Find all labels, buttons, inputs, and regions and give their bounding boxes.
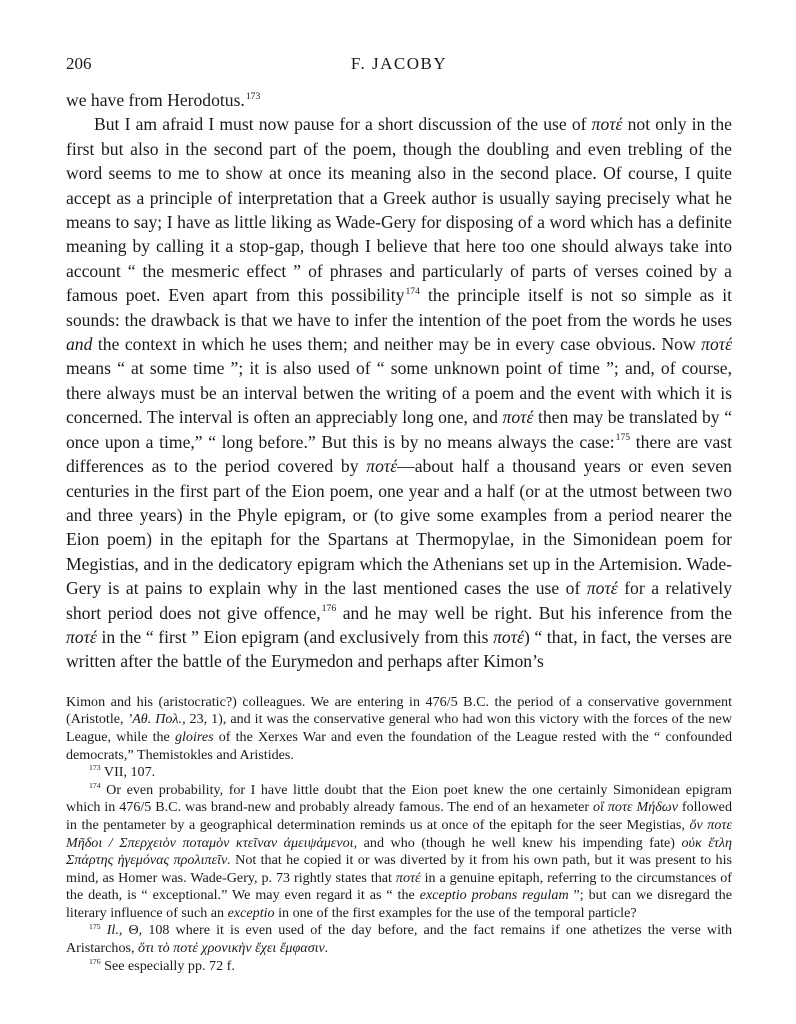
footnote-number: 176 — [89, 956, 101, 966]
text-run: —about half a thousand years or even seven centuries in the first part of the Eion poem, one year and a half (or at the utmost between two and three years) in the Phyle epigram, or (to give some examples from a period nearer the Eion poem) in the epitaph for the Spartans at Thermopylae, in the Simonidean poem for Megistias, and in the dedicatory epigram which the Athenians set up in the Artemision. Wade-Gery is at pains to explain why in the last mentioned cases the use of — [66, 456, 732, 599]
greek-word: ποτέ — [701, 334, 732, 355]
page-number: 206 — [66, 54, 92, 73]
text-run: Not that he copied it or was diverted by it from his own path, but it was present to his mind, as Homer was. Wade-Gery, p. 73 rightly states that — [66, 852, 732, 886]
text-run: ) “ that, in fact, the verses are written after the battle of the Eurymedon and perhaps after Kimon’s — [66, 626, 732, 672]
footnote-176 — [66, 958, 732, 976]
footnote-ref: 176 — [321, 603, 337, 615]
footnote-175 — [66, 922, 732, 957]
emphasis: Il. — [106, 922, 119, 939]
greek-word: ποτέ — [586, 578, 618, 599]
footnote-ref: 175 — [615, 432, 631, 444]
footnote-174 — [66, 782, 732, 923]
text-run: But I am afraid I must now pause for a short discussion of the use of — [94, 114, 592, 135]
text-run: Or even probability, for I have little doubt that the Eion poet knew the one certainly Simonidean epigram which in 476/5 B.C. was brand-new and probably already famous. The end of an hexameter — [66, 781, 732, 816]
footnote-ref: 173 — [245, 90, 261, 102]
text-run: then may be translated by “ once upon a time,” “ long before.” But this is by no means always the case: — [66, 407, 733, 452]
paragraph — [66, 88, 732, 112]
greek-phrase: ὅτι τὸ ποτέ χρονικὴν ἔχει ἔμφασιν. — [138, 940, 329, 957]
main-text — [66, 88, 732, 674]
emphasis: gloires — [174, 728, 214, 745]
greek-phrase: οἵ ποτε Μήδων — [592, 799, 678, 816]
footnote-number: 173 — [89, 763, 101, 773]
paragraph — [66, 112, 732, 673]
emphasis: exceptio probans regulam — [419, 887, 569, 904]
text-run: , Θ, 108 where it is even used of the day before, and the fact remains if one athetizes the verse with Aristarchos, — [66, 922, 732, 957]
greek-phrase: οὐκ ἔτλη Σπάρτης ἡγεμόνας προλιπεῖν. — [66, 834, 733, 869]
text-run: in the “ first ” Eion epigram (and exclusively from this — [96, 626, 494, 647]
running-head: F. JACOBY — [350, 54, 448, 73]
text-run: See especially pp. 72 f. — [100, 957, 235, 974]
text-run: and he may well be right. But his inference from the — [336, 602, 732, 623]
greek-word: ’Αθ. Πολ. — [127, 711, 183, 728]
greek-word: ποτέ — [502, 407, 534, 428]
text-run: means “ at some time ”; it is also used of “ some unknown point of time ”; and, of course, there always must be an interval betwen the writing of a poem and the event with which it is concerned. The interval is often an appreciably long one, and — [66, 358, 732, 428]
footnote-ref: 174 — [405, 286, 420, 297]
footnote-continuation — [66, 694, 732, 764]
text-run: for a relatively short period does not give offence, — [66, 578, 732, 623]
greek-word: ποτέ — [366, 456, 398, 477]
greek-word: ποτέ — [66, 626, 97, 647]
text-run: the principle itself is not so simple as it sounds: the drawback is that we have to infer the intention of the poet from the words he uses — [66, 285, 732, 330]
footnote-number: 175 — [89, 921, 101, 931]
footnote-number: 174 — [89, 780, 101, 790]
text-run: there are vast differences as to the period covered by — [66, 431, 732, 477]
text-run: we have from Herodotus. — [66, 90, 245, 110]
text-run: in one of the first examples for the use of the temporal particle? — [274, 904, 637, 921]
text-run: ”; but can we disregard the literary influence of such an — [66, 887, 732, 921]
text-run: and who (though he well knew his impending fate) — [357, 834, 682, 851]
text-run: Kimon and his (aristocratic?) colleagues. We are entering in 476/5 B.C. the period of a conservative government (Aristotle, — [66, 693, 732, 728]
text-run: , 23, 1), and it was the conservative general who had won this victory with the forces of the new League, while the — [66, 711, 732, 745]
greek-word: ποτέ — [493, 626, 524, 647]
page — [66, 54, 732, 975]
text-run: of the Xerxes War and even the foundation of the League rested with the “ confounded democrats,” Themistokles and Aristides. — [66, 728, 732, 763]
text-run: VII, 107. — [100, 764, 156, 781]
greek-phrase: ὅν ποτε Μῆδοι / Σπερχειὸν ποταμὸν κτεῖναν ἀμειψάμενοι, — [66, 816, 733, 851]
greek-word: ποτέ — [395, 869, 421, 886]
emphasis: and — [66, 334, 93, 355]
footnotes — [66, 694, 732, 976]
emphasis: exceptio — [227, 904, 275, 921]
page-header — [66, 54, 732, 80]
text-run: the context in which he uses them; and neither may be in every case obvious. Now — [92, 334, 702, 355]
text-run: followed in the pentameter by a geographical determination reminds us at once of the epitaph for the seer Megistias, — [66, 799, 732, 833]
footnote-173 — [66, 764, 732, 782]
text-run: not only in the first but also in the second part of the poem, though the doubling and even trebling of the word seems to me to show at once its meaning also in the second place. Of course, I quite accept as a principle of interpretation that a Greek author is usually saying precisely what he means to say; I have as little liking as Wade-Gery for disposing of a word which has a definite meaning by calling it a stop-gap, though I believe that here too one should always take into account “ the mesmeric effect ” of phrases and particularly of parts of verses coined by a famous poet. Even apart from this possibility — [66, 114, 732, 306]
greek-word: ποτέ — [591, 114, 623, 135]
text-run: in a genuine epitaph, referring to the circumstances of the death, is “ exceptional.” We may even regard it as “ the — [66, 869, 732, 904]
